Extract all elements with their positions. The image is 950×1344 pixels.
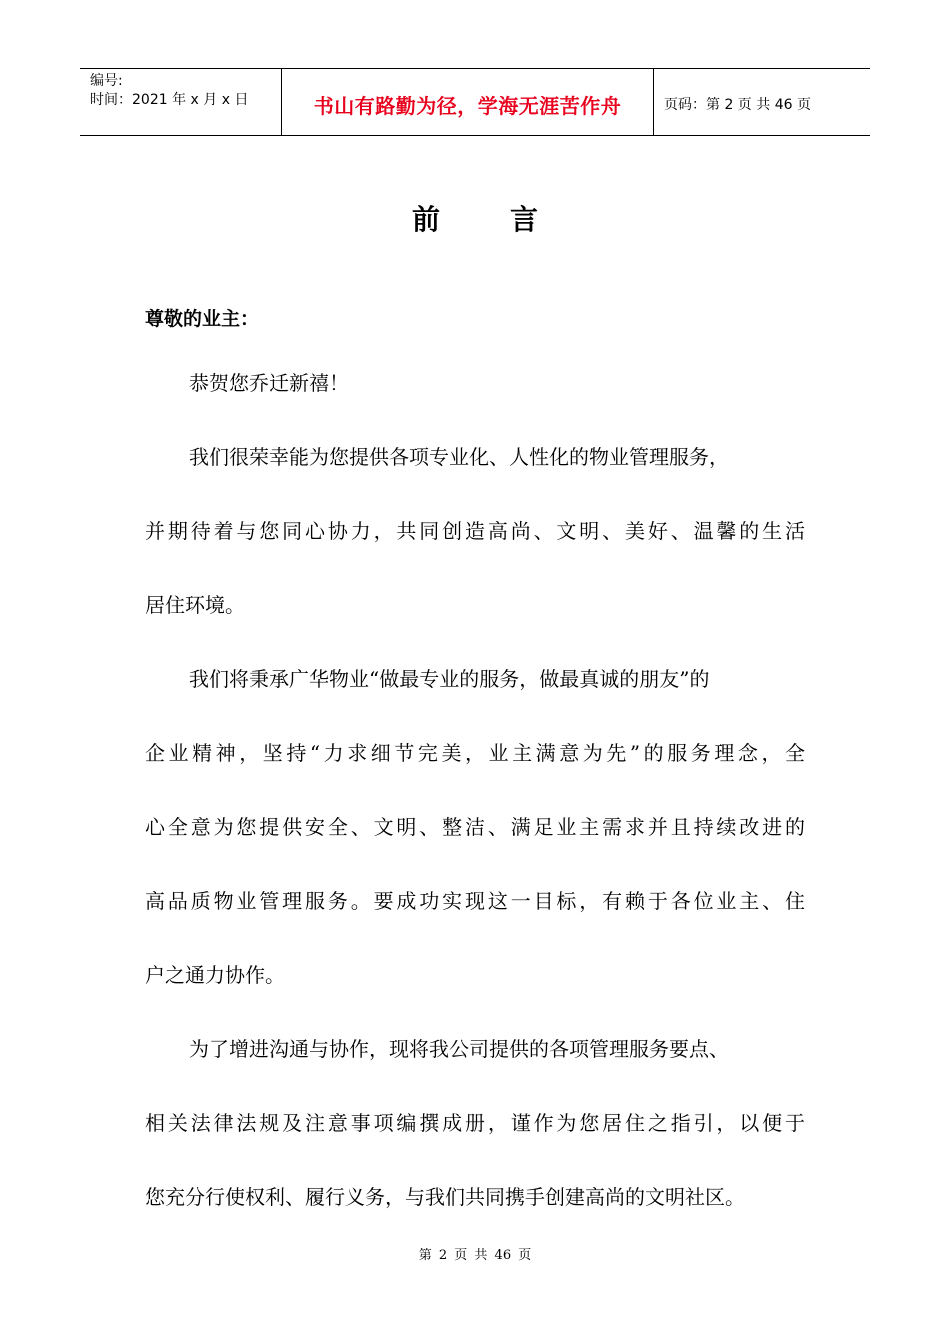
header-motto-cell (282, 69, 654, 135)
paragraph-4 (145, 1026, 805, 1220)
time-label: 时间：2021 年 x 月 x 日 (90, 92, 249, 108)
page-footer: 第 2 页 共 46 页 (418, 1248, 532, 1263)
number-label: 编号: (90, 73, 123, 89)
motto-text: 书山有路勤为径，学海无涯苦作舟 (313, 93, 622, 118)
paragraph-2 (145, 434, 805, 628)
paragraph-line: 并期待着与您同心协力，共同创造高尚、文明、美好、温馨的生活 (145, 519, 805, 543)
paragraph-line: 户之通力协作。 (145, 963, 285, 987)
paragraph-line: 高品质物业管理服务。要成功实现这一目标，有赖于各位业主、住 (145, 889, 805, 913)
salutation: 尊敬的业主： (145, 308, 260, 330)
paragraph-line: 企业精神，坚持“力求细节完美，业主满意为先”的服务理念，全 (145, 741, 805, 765)
paragraph-line: 您充分行使权利、履行义务，与我们共同携手创建高尚的文明社区。 (145, 1185, 745, 1209)
header-info-cell (80, 69, 282, 135)
paragraph-3 (145, 656, 805, 998)
page-code: 页码：第 2 页 共 46 页 (664, 97, 811, 113)
paragraph-line: 为了增进沟通与协作，现将我公司提供的各项管理服务要点、 (189, 1037, 729, 1061)
paragraph-line: 我们将秉承广华物业“做最专业的服务，做最真诚的朋友”的 (189, 667, 710, 691)
header-page-cell (654, 69, 870, 135)
paragraph-line: 居住环境。 (145, 593, 245, 617)
paragraph-line: 我们很荣幸能为您提供各项专业化、人性化的物业管理服务， (189, 445, 729, 469)
paragraph-line: 恭贺您乔迁新禧！ (189, 371, 349, 395)
page-title: 前言 (411, 203, 608, 236)
paragraph-1 (145, 360, 805, 406)
paragraph-line: 心全意为您提供安全、文明、整洁、满足业主需求并且持续改进的 (145, 815, 805, 839)
body-text (145, 360, 805, 1220)
paragraph-line: 相关法律法规及注意事项编撰成册，谨作为您居住之指引，以便于 (145, 1111, 805, 1135)
page-header (80, 68, 870, 136)
